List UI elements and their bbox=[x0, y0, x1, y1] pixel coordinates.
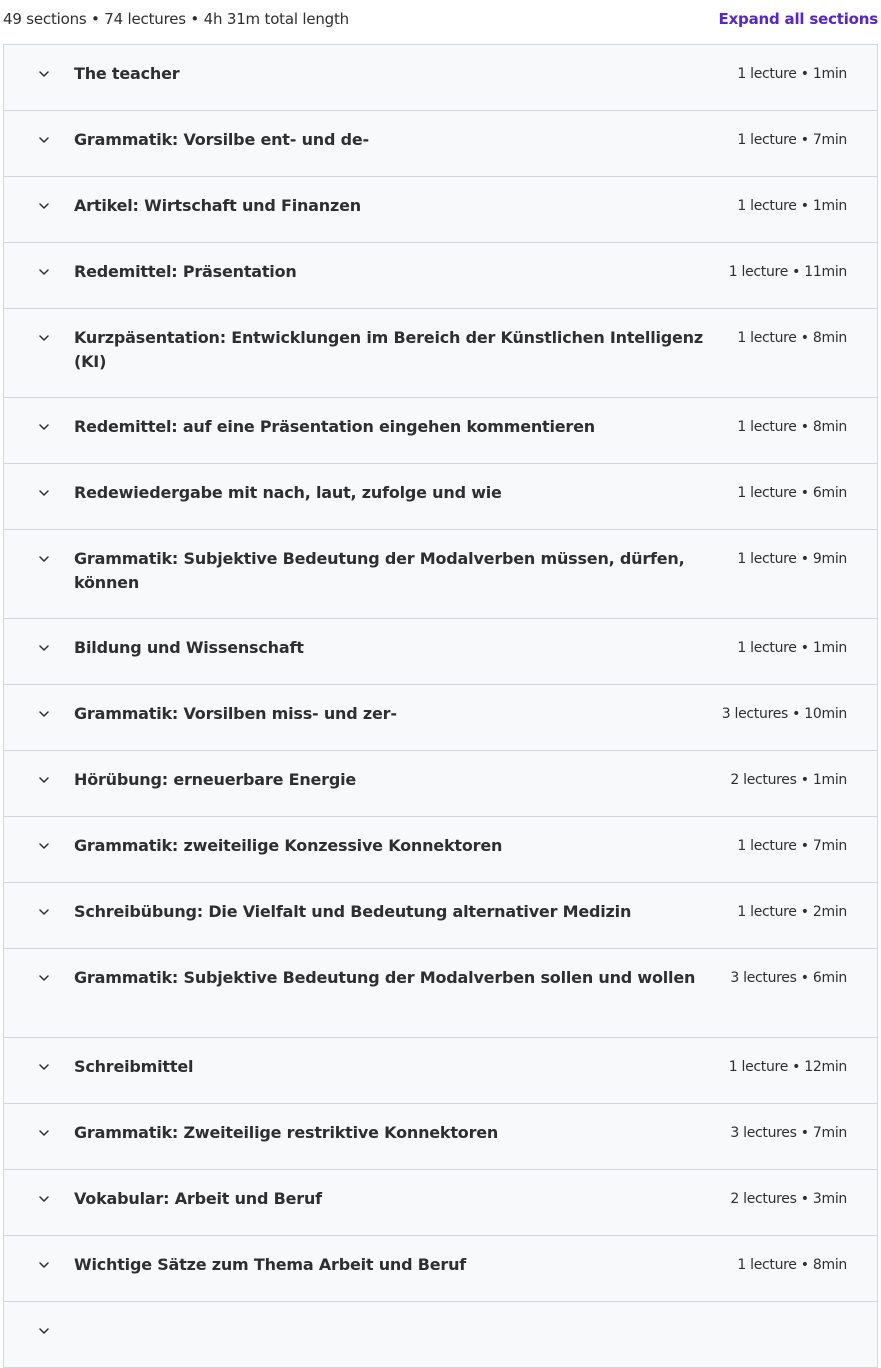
section-row[interactable] bbox=[4, 1104, 877, 1170]
curriculum-summary-bar bbox=[0, 0, 881, 38]
section-row[interactable] bbox=[4, 949, 877, 1038]
chevron-down-icon bbox=[38, 1127, 50, 1139]
chevron-down-icon bbox=[38, 421, 50, 433]
section-row[interactable] bbox=[4, 398, 877, 464]
section-row[interactable] bbox=[4, 817, 877, 883]
section-title: Hörübung: erneuerbare Energie bbox=[74, 770, 357, 789]
chevron-down-icon bbox=[38, 553, 50, 565]
section-content-summary: 2 lectures • 3min bbox=[730, 1191, 847, 1207]
chevron-down-icon bbox=[38, 840, 50, 852]
section-row[interactable] bbox=[4, 464, 877, 530]
section-title: Schreibmittel bbox=[74, 1057, 194, 1076]
section-row[interactable] bbox=[4, 685, 877, 751]
section-row[interactable] bbox=[4, 1236, 877, 1302]
chevron-down-icon bbox=[38, 68, 50, 80]
section-title: Redemittel: Präsentation bbox=[74, 262, 297, 281]
chevron-down-icon bbox=[38, 200, 50, 212]
section-content-summary: 1 lecture • 1min bbox=[737, 640, 847, 656]
section-row[interactable] bbox=[4, 1302, 877, 1368]
section-row[interactable] bbox=[4, 243, 877, 309]
section-content-summary: 1 lecture • 6min bbox=[737, 485, 847, 501]
chevron-down-icon bbox=[38, 332, 50, 344]
section-row[interactable] bbox=[4, 177, 877, 243]
chevron-down-icon bbox=[38, 774, 50, 786]
section-content-summary: 1 lecture • 7min bbox=[737, 132, 847, 148]
section-row[interactable] bbox=[4, 619, 877, 685]
section-content-summary: 3 lectures • 7min bbox=[730, 1125, 847, 1141]
section-title: Grammatik: Vorsilbe ent- und de- bbox=[74, 130, 369, 149]
course-length-summary: 49 sections • 74 lectures • 4h 31m total length bbox=[3, 10, 349, 28]
chevron-down-icon bbox=[38, 487, 50, 499]
section-content-summary: 1 lecture • 8min bbox=[737, 1257, 847, 1273]
section-content-summary: 3 lectures • 10min bbox=[721, 706, 847, 722]
section-content-summary: 1 lecture • 1min bbox=[737, 198, 847, 214]
section-row[interactable] bbox=[4, 309, 877, 398]
section-row[interactable] bbox=[4, 751, 877, 817]
section-title: Grammatik: Zweiteilige restriktive Konnektoren bbox=[74, 1123, 499, 1142]
section-content-summary: 1 lecture • 9min bbox=[737, 551, 847, 567]
section-title: Grammatik: Subjektive Bedeutung der Modalverben sollen und wollen bbox=[74, 968, 696, 987]
section-title: Bildung und Wissenschaft bbox=[74, 638, 304, 657]
chevron-down-icon bbox=[38, 134, 50, 146]
section-title: Redemittel: auf eine Präsentation eingehen kommentieren bbox=[74, 417, 595, 436]
curriculum-accordion bbox=[3, 44, 878, 1368]
section-title: Artikel: Wirtschaft und Finanzen bbox=[74, 196, 361, 215]
chevron-down-icon bbox=[38, 972, 50, 984]
section-title: Vokabular: Arbeit und Beruf bbox=[74, 1189, 322, 1208]
section-title: Schreibübung: Die Vielfalt und Bedeutung alternativer Medizin bbox=[74, 902, 632, 921]
section-title: Wichtige Sätze zum Thema Arbeit und Beruf bbox=[74, 1255, 467, 1274]
chevron-down-icon bbox=[38, 1061, 50, 1073]
section-content-summary: 1 lecture • 11min bbox=[728, 264, 847, 280]
section-title: Redewiedergabe mit nach, laut, zufolge und wie bbox=[74, 483, 502, 502]
section-title: Kurzpäsentation: Entwicklungen im Bereich der Künstlichen Intelligenz (KI) bbox=[74, 328, 703, 371]
section-row[interactable] bbox=[4, 883, 877, 949]
section-content-summary: 1 lecture • 1min bbox=[737, 66, 847, 82]
chevron-down-icon bbox=[38, 708, 50, 720]
chevron-down-icon bbox=[38, 1259, 50, 1271]
section-title: The teacher bbox=[74, 64, 180, 83]
section-content-summary: 3 lectures • 6min bbox=[730, 970, 847, 986]
chevron-down-icon bbox=[38, 1325, 50, 1337]
section-row[interactable] bbox=[4, 1170, 877, 1236]
chevron-down-icon bbox=[38, 642, 50, 654]
section-content-summary: 2 lectures • 1min bbox=[730, 772, 847, 788]
section-row[interactable] bbox=[4, 1038, 877, 1104]
chevron-down-icon bbox=[38, 1193, 50, 1205]
section-content-summary: 1 lecture • 12min bbox=[728, 1059, 847, 1075]
section-content-summary: 1 lecture • 2min bbox=[737, 904, 847, 920]
section-title: Grammatik: zweiteilige Konzessive Konnektoren bbox=[74, 836, 503, 855]
section-content-summary: 1 lecture • 8min bbox=[737, 419, 847, 435]
expand-all-sections-button[interactable]: Expand all sections bbox=[718, 10, 878, 28]
section-row[interactable] bbox=[4, 530, 877, 619]
section-title: Grammatik: Subjektive Bedeutung der Modalverben müssen, dürfen, können bbox=[74, 549, 685, 592]
chevron-down-icon bbox=[38, 266, 50, 278]
chevron-down-icon bbox=[38, 906, 50, 918]
section-row[interactable] bbox=[4, 45, 877, 111]
section-content-summary: 1 lecture • 7min bbox=[737, 838, 847, 854]
section-content-summary: 1 lecture • 8min bbox=[737, 330, 847, 346]
section-title: Grammatik: Vorsilben miss- und zer- bbox=[74, 704, 397, 723]
section-row[interactable] bbox=[4, 111, 877, 177]
